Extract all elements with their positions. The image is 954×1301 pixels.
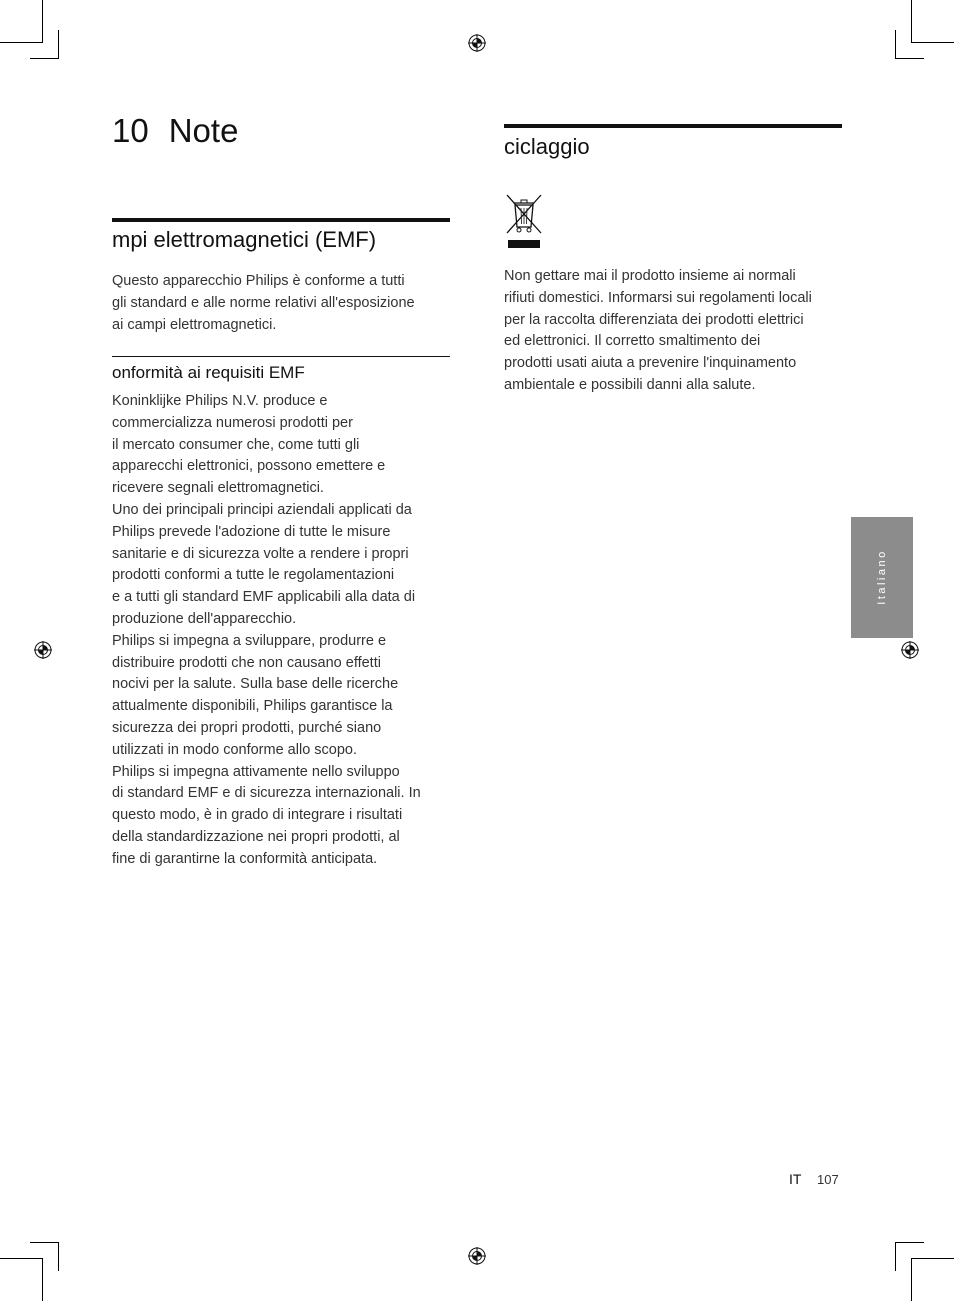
text-line: Philips prevede l'adozione di tutte le misure (112, 523, 391, 540)
crop-mark (0, 42, 43, 43)
subsection-rule (112, 356, 450, 357)
text-line: sanitarie e di sicurezza volte a rendere i propri (112, 545, 409, 562)
crop-mark (42, 1258, 43, 1301)
text-line: della standardizzazione nei propri prodotti, al (112, 828, 400, 845)
recycling-section-title: ciclaggio (504, 134, 590, 159)
registration-mark-icon (468, 1247, 486, 1265)
text-line: rifiuti domestici. Informarsi sui regolamenti locali (504, 289, 812, 306)
crop-mark (911, 42, 954, 43)
crop-mark (0, 1258, 43, 1259)
crop-mark (911, 1258, 954, 1259)
text-line: Non gettare mai il prodotto insieme ai normali (504, 268, 796, 284)
crop-mark (895, 58, 924, 59)
crop-mark (911, 1258, 912, 1301)
registration-mark-icon (468, 34, 486, 52)
text-line: apparecchi elettronici, possono emettere e (112, 458, 386, 475)
text-line: produzione dell'apparecchio. (112, 610, 297, 627)
crop-mark (42, 0, 43, 43)
text-line: per la raccolta differenziata dei prodotti elettrici (504, 311, 804, 328)
registration-mark-icon (34, 641, 52, 659)
text-line: Questo apparecchio Philips è conforme a tutti (112, 273, 405, 289)
crop-mark (30, 58, 59, 59)
chapter-title: Note (168, 112, 239, 149)
text-line: distribuire prodotti che non causano effetti (112, 654, 381, 671)
text-line: il mercato consumer che, come tutti gli (112, 436, 360, 453)
text-line: ricevere segnali elettromagnetici. (112, 480, 324, 497)
text-line: ai campi elettromagnetici. (112, 316, 277, 333)
text-line: gli standard e alle norme relativi all'esposizione (112, 294, 415, 311)
text-line: commercializza numerosi prodotti per (112, 414, 353, 431)
section-rule (504, 124, 842, 128)
emf-intro-paragraph (112, 271, 415, 336)
footer-language-code: IT (789, 1171, 802, 1187)
language-tab-label: Italiano (876, 549, 888, 605)
recycling-paragraph (504, 266, 812, 397)
text-line: utilizzati in modo conforme allo scopo. (112, 741, 358, 758)
text-line: Philips si impegna a sviluppare, produrre e (112, 632, 387, 649)
text-line: attualmente disponibili, Philips garantisce la (112, 698, 393, 715)
emf-compliance-title: onformità ai requisiti EMF (112, 363, 305, 382)
text-line: nocivi per la salute. Sulla base delle ricerche (112, 676, 399, 693)
text-line: fine di garantirne la conformità anticipata. (112, 850, 378, 867)
page-number: 107 (817, 1172, 839, 1187)
crop-mark (895, 30, 896, 59)
text-line: prodotti conformi a tutte le regolamentazioni (112, 567, 395, 584)
text-line: ambientale e possibili danni alla salute. (504, 376, 756, 393)
section-rule (112, 218, 450, 222)
text-line: ed elettronici. Il corretto smaltimento dei (504, 333, 761, 350)
text-line: Uno dei principali principi aziendali applicati da (112, 501, 412, 518)
text-line: di standard EMF e di sicurezza internazionali. In (112, 785, 421, 802)
crop-mark (895, 1242, 896, 1271)
crop-mark (58, 30, 59, 59)
crop-mark (911, 0, 912, 43)
crop-mark (895, 1242, 924, 1243)
text-line: prodotti usati aiuta a prevenire l'inquinamento (504, 355, 797, 372)
crop-mark (30, 1242, 59, 1243)
crop-mark (58, 1242, 59, 1271)
text-line: questo modo, è in grado di integrare i risultati (112, 807, 403, 824)
text-line: e a tutti gli standard EMF applicabili alla data di (112, 589, 416, 606)
text-line: Koninklijke Philips N.V. produce e (112, 393, 328, 409)
language-side-tab (851, 517, 913, 638)
registration-mark-icon (901, 641, 919, 659)
chapter-number: 10 (112, 112, 149, 149)
crossed-out-wheelie-bin-icon (505, 193, 543, 249)
text-line: Philips si impegna attivamente nello sviluppo (112, 763, 400, 780)
text-line: sicurezza dei propri prodotti, purché siano (112, 719, 382, 736)
chapter-heading (112, 112, 238, 150)
emf-compliance-paragraph (112, 391, 421, 871)
emf-section-title: mpi elettromagnetici (EMF) (112, 227, 377, 252)
